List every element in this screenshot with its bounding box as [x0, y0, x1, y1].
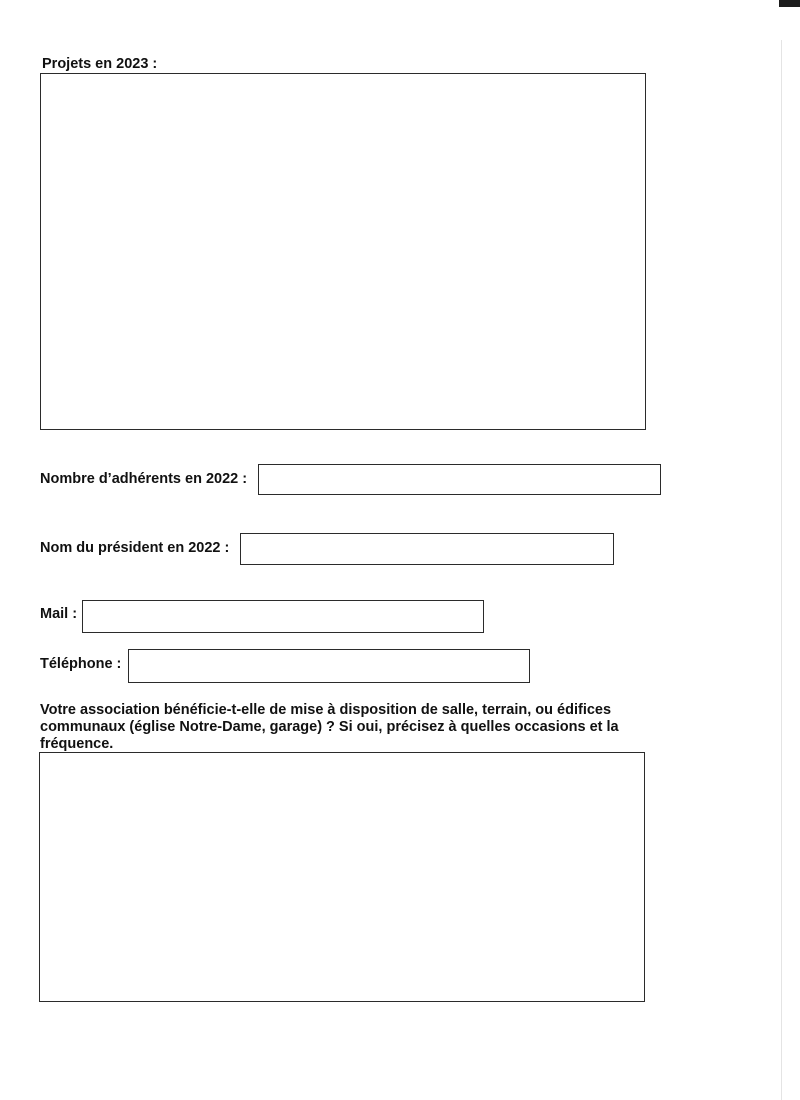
- scan-edge-mark: [779, 0, 800, 7]
- facilities-question: Votre association bénéficie-t-elle de mise à disposition de salle, terrain, ou édifices communaux (église Notre-Dame, garage) ? Si oui, précisez à quelles occasions et la fréquence.: [40, 702, 619, 752]
- members-count-field[interactable]: [258, 464, 661, 495]
- president-name-label: Nom du président en 2022 :: [40, 540, 230, 556]
- phone-label: Téléphone :: [40, 656, 122, 672]
- projects-label: Projets en 2023 :: [42, 56, 158, 72]
- president-name-field[interactable]: [240, 533, 614, 565]
- facilities-textarea[interactable]: [39, 752, 645, 1002]
- phone-field[interactable]: [128, 649, 530, 683]
- scan-edge-line: [781, 40, 782, 1100]
- projects-textarea[interactable]: [40, 73, 646, 430]
- mail-label: Mail :: [40, 606, 78, 622]
- members-count-label: Nombre d’adhérents en 2022 :: [40, 471, 248, 487]
- mail-field[interactable]: [82, 600, 484, 633]
